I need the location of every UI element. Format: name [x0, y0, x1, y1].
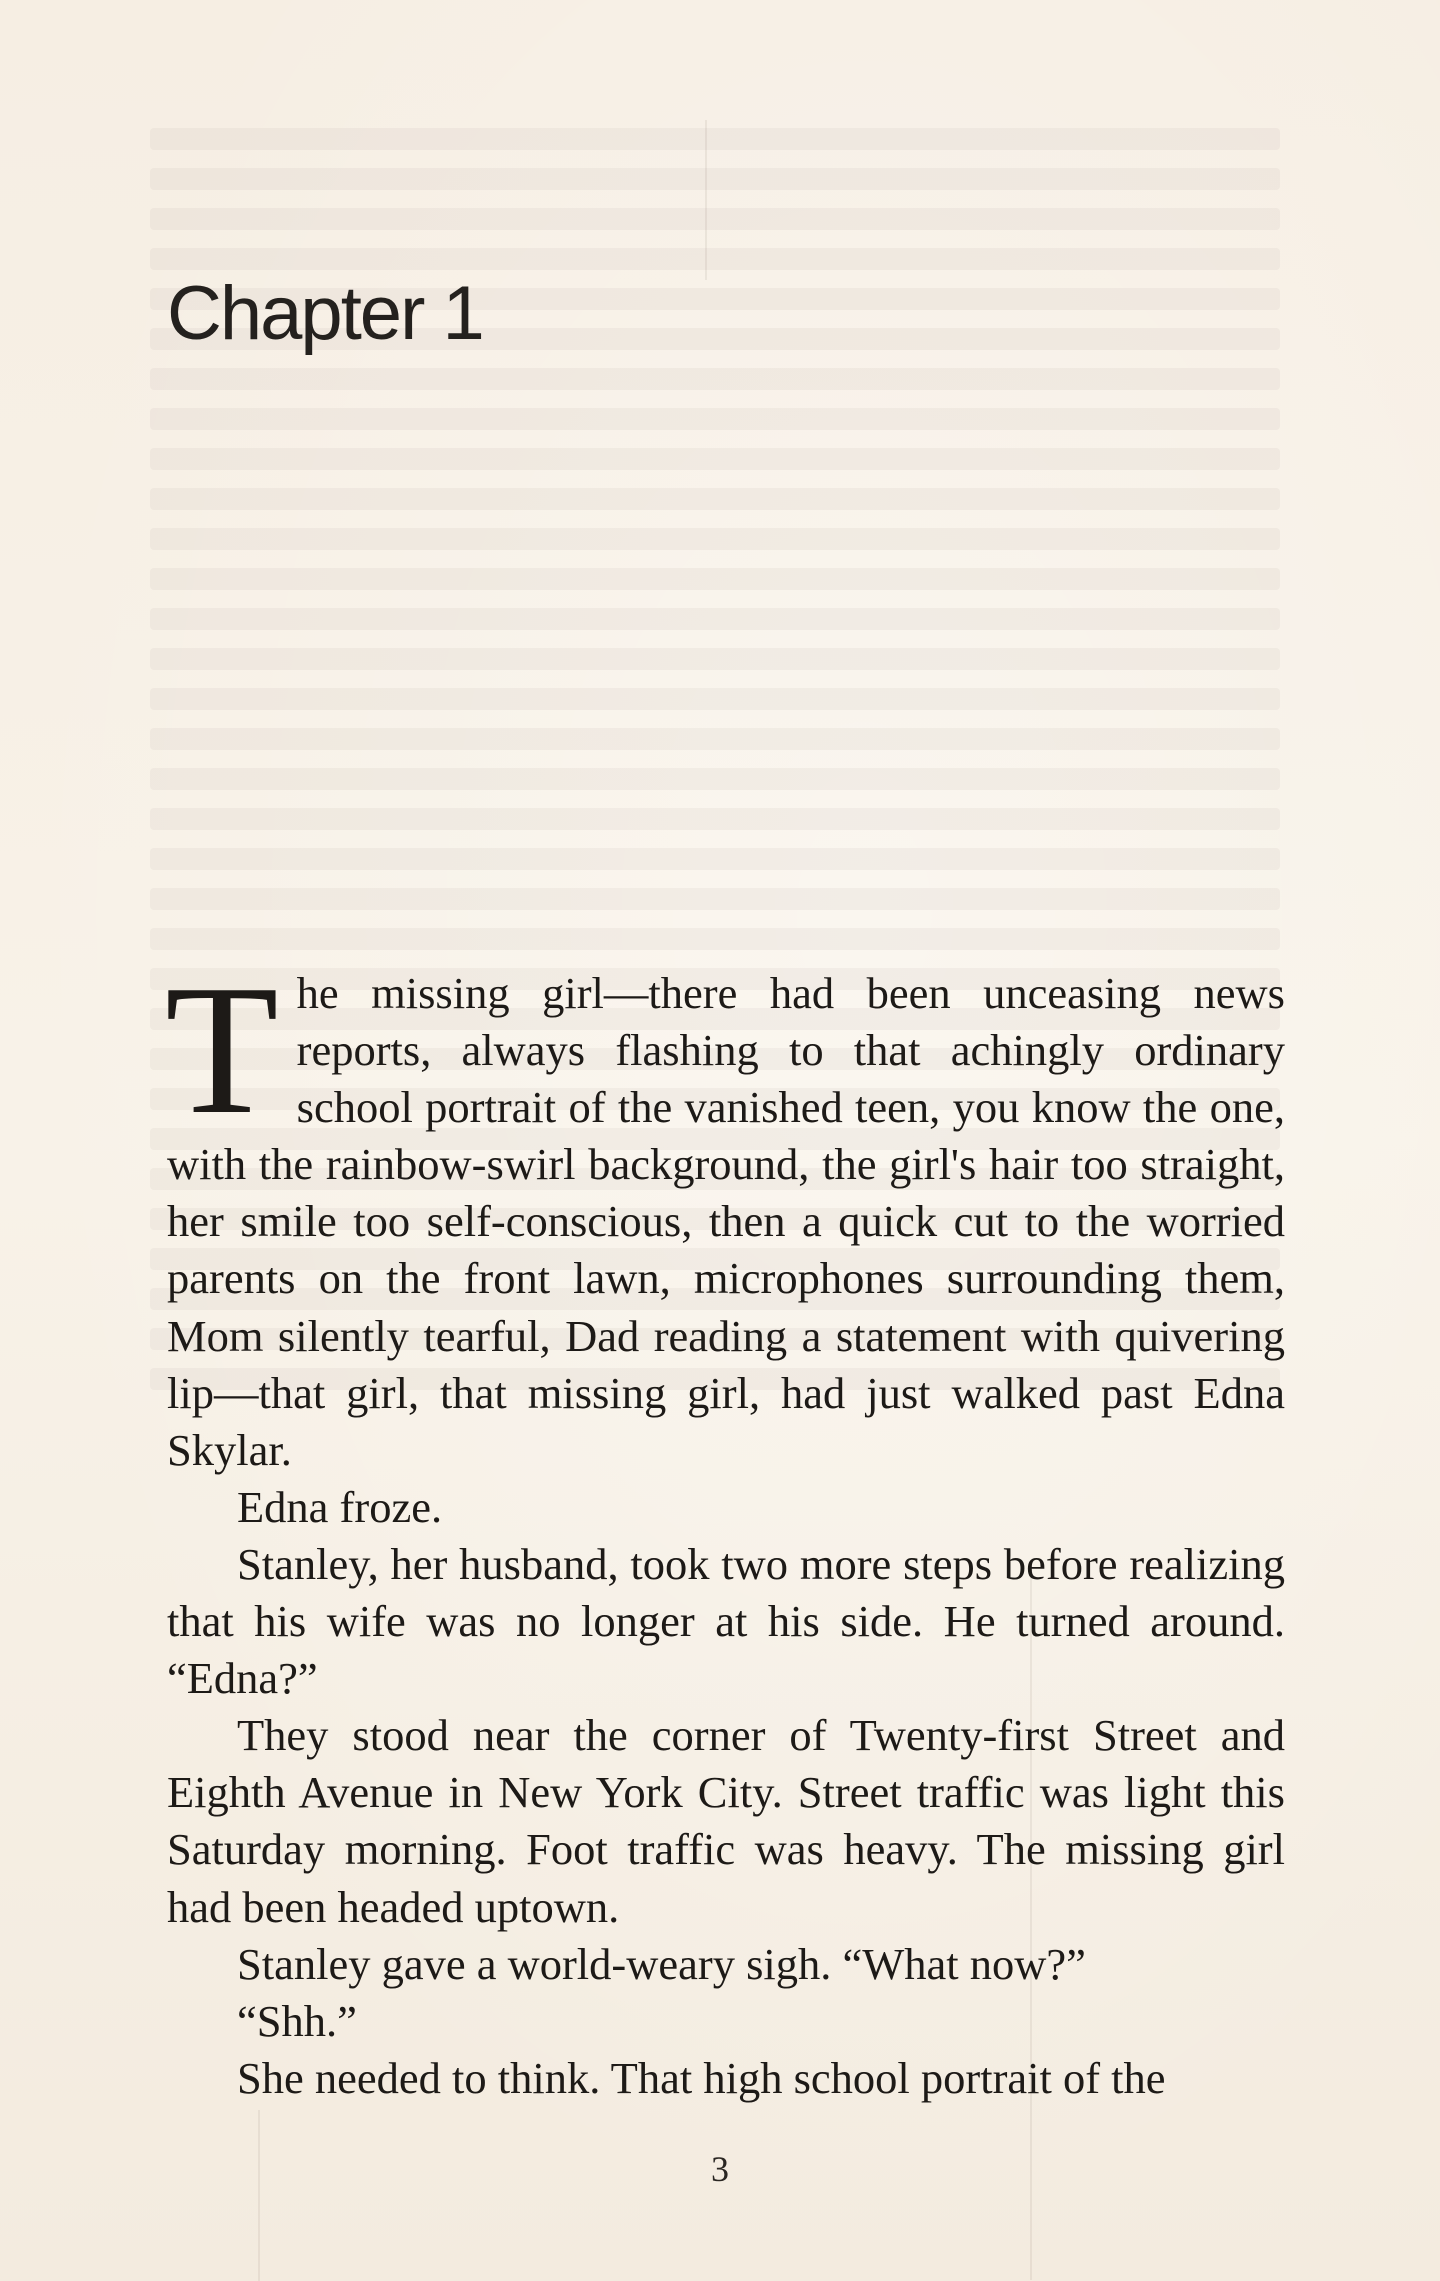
chapter-body — [165, 947, 1285, 2107]
paragraph: Stanley, her husband, took two more steps before realizing that his wife was no longer at his side. He turned around. “Edna?” — [167, 1538, 1285, 1704]
paragraph: They stood near the corner of Twenty-first Street and Eighth Avenue in New York City. Street traffic was light this Saturday morning. Foot traffic was heavy. The missing girl had been headed uptown. — [167, 1710, 1285, 1932]
paper-crease — [705, 120, 707, 280]
opening-paragraph-text: he missing girl—there had been unceasing news reports, always flashing to that achingly ordinary school portrait of the vanished teen, you know the one, with the rainbow-swirl background, the girl's hair too straight, her smile too self-conscious, then a quick cut to the worried parents on the front lawn, microphones surrounding them, Mom silently tearful, Dad reading a statement with quivering lip—that girl, that missing girl, had just walked past Edna Skylar. — [167, 968, 1285, 1475]
drop-cap: T — [165, 947, 279, 1153]
opening-paragraph — [165, 947, 1285, 1479]
paragraph: She needed to think. That high school portrait of the — [237, 2052, 1166, 2103]
paragraph: “Shh.” — [237, 1995, 357, 2046]
paper-crease — [258, 2110, 260, 2281]
paragraph: Stanley gave a world-weary sigh. “What now?” — [237, 1938, 1086, 1989]
page-number: 3 — [711, 2149, 729, 2189]
chapter-title: Chapter 1 — [167, 271, 483, 356]
paragraph: Edna froze. — [237, 1481, 443, 1532]
